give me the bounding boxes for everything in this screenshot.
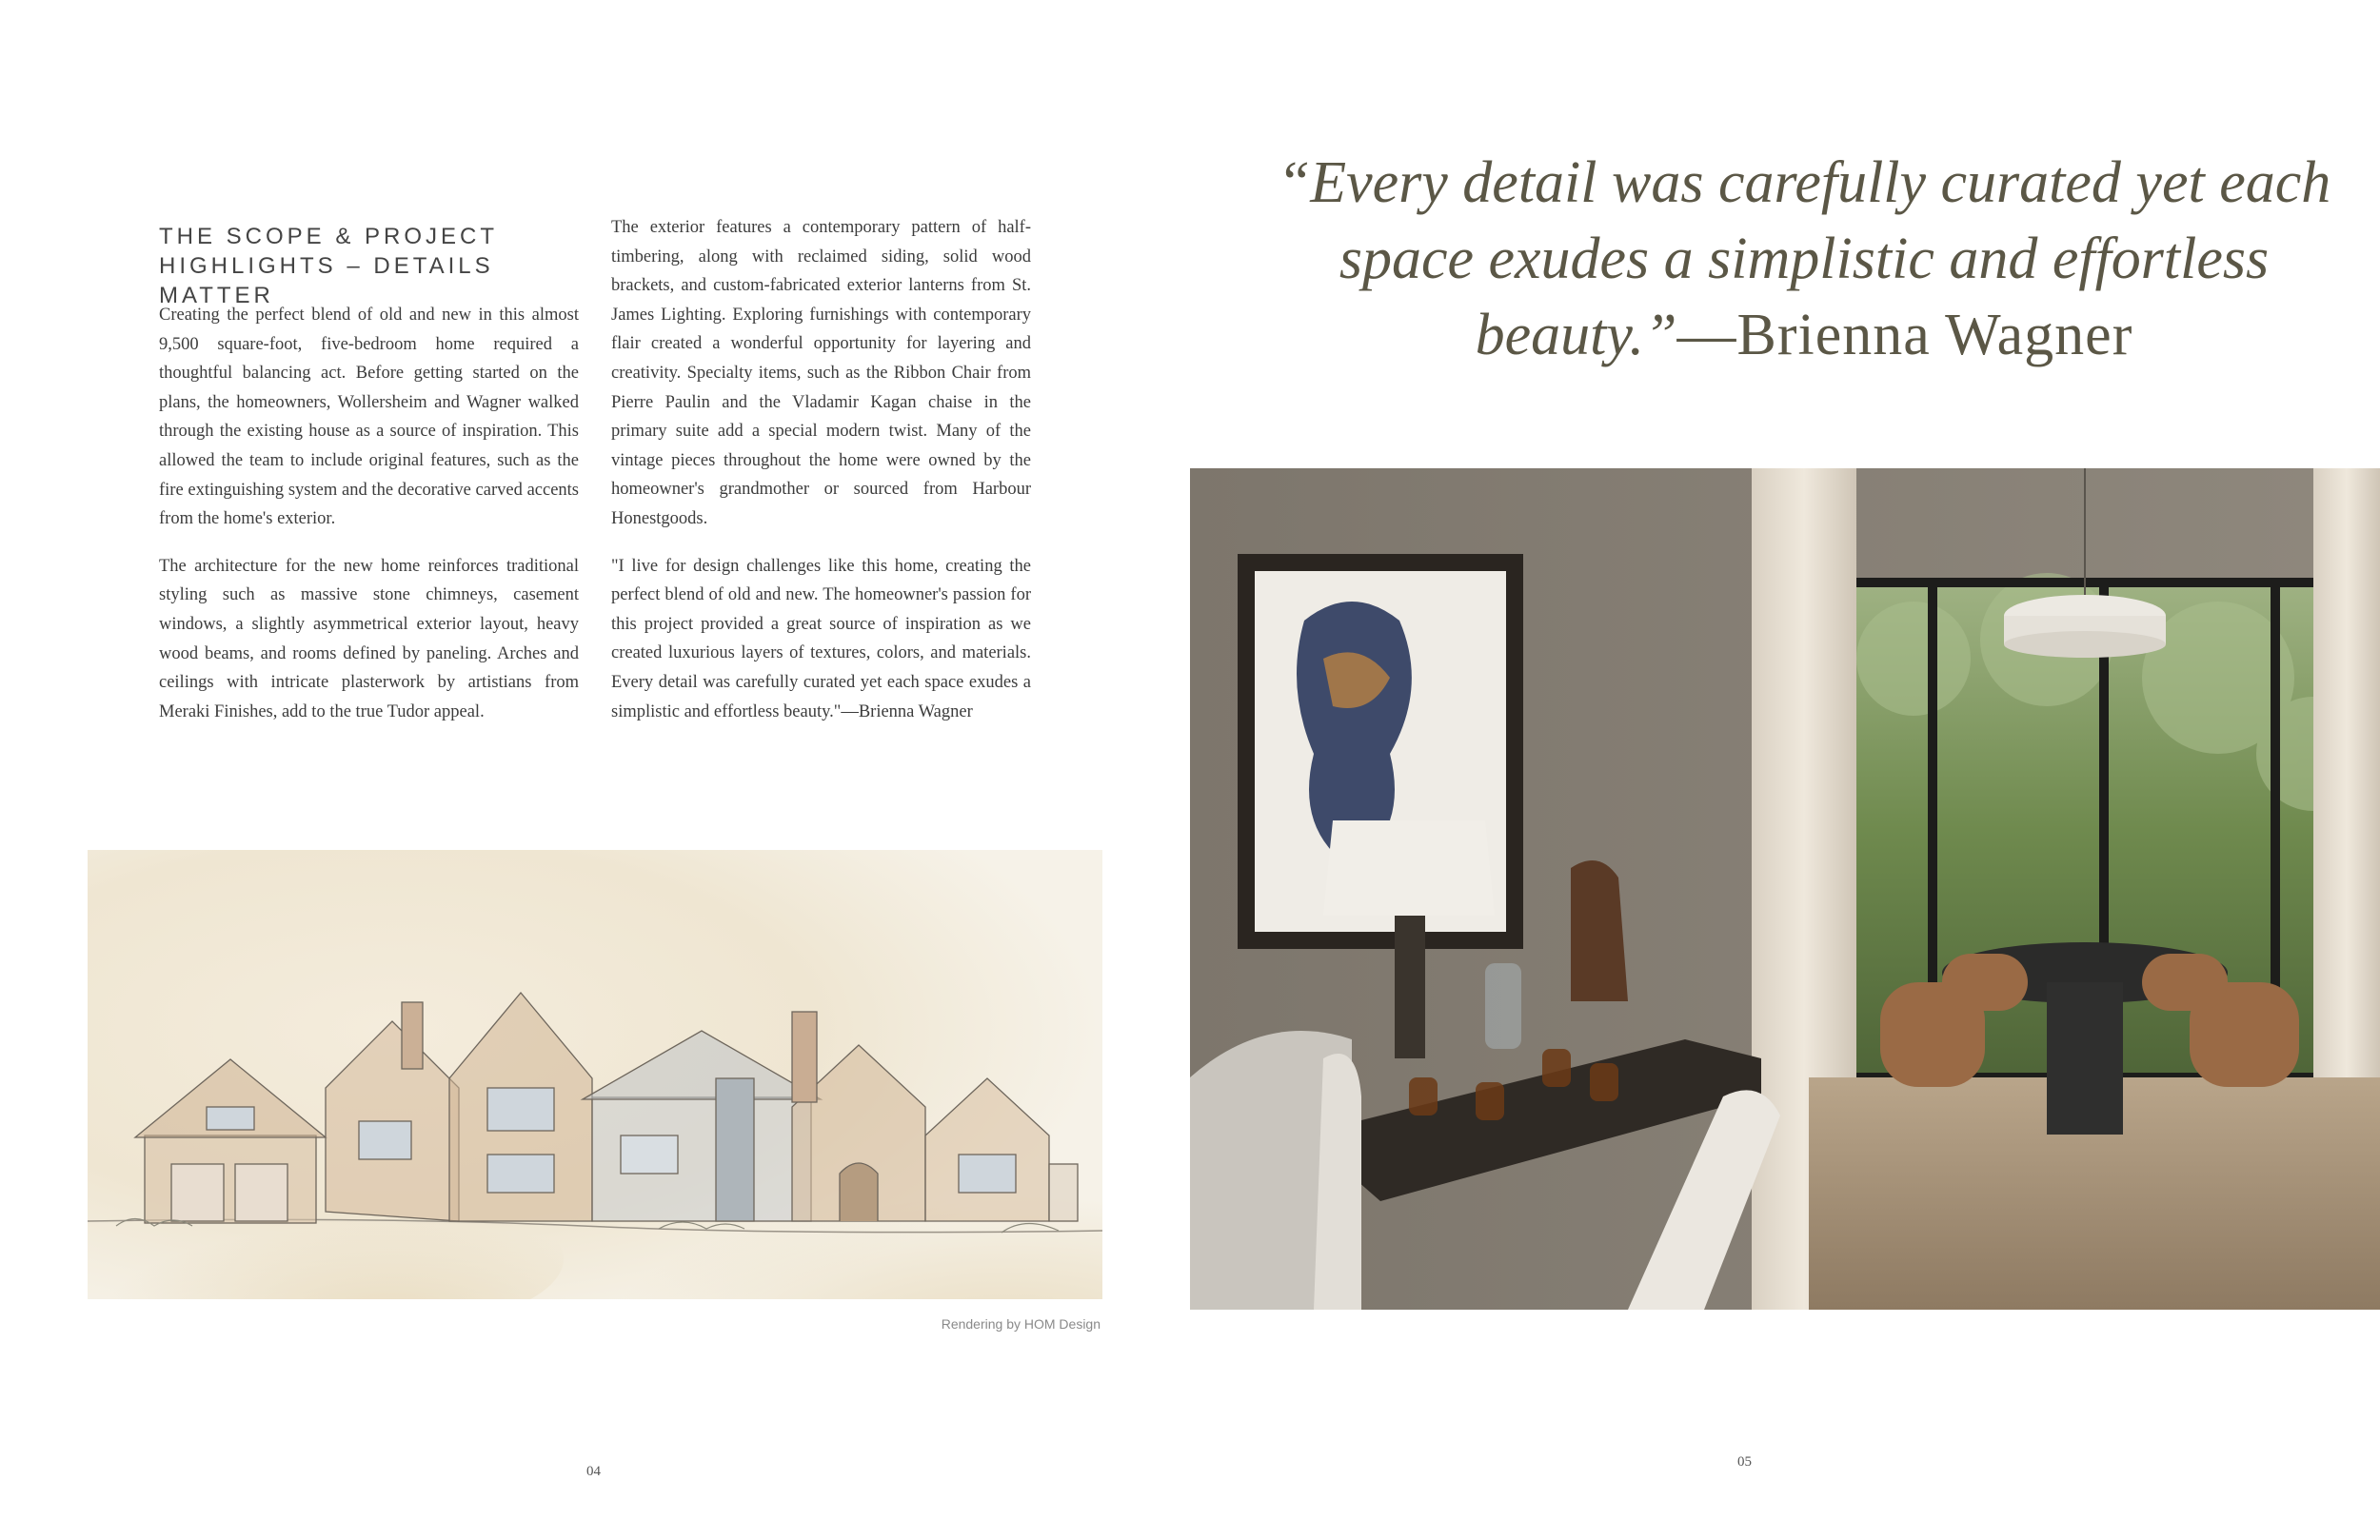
text-column-2 xyxy=(611,213,1031,744)
dining-room-photo xyxy=(1190,468,2380,1310)
paragraph: Creating the perfect blend of old and new in this almost 9,500 square-foot, five-bedroom home required a thoughtful balancing act. Before getting started on the plans, the homeowners, Wollersheim and Wagner walked through the existing house as a source of inspiration. This allowed the team to include original features, such as the fire extinguishing system and the decorative carved accents from the home's exterior. xyxy=(159,306,579,529)
paragraph: The architecture for the new home reinforces traditional styling such as massive stone chimneys, casement windows, a slightly asymmetrical exterior layout, heavy wood beams, and rooms defined by paneling. Arches and ceilings with intricate plasterwork by artistians from Meraki Finishes, add to the true Tudor appeal. xyxy=(159,556,579,721)
pull-quote-text: “Every detail was carefully curated yet each space exudes a simplistic and effortless beauty.” xyxy=(1277,150,2331,367)
pull-quote xyxy=(1257,145,2351,373)
section-heading: THE SCOPE & PROJECT HIGHLIGHTS – DETAILS MATTER xyxy=(159,224,498,308)
house-rendering-image xyxy=(88,850,1102,1299)
page-number-left: 04 xyxy=(586,1464,601,1479)
paragraph: The exterior features a contemporary pattern of half-timbering, along with reclaimed siding, solid wood brackets, and custom-fabricated exterior lanterns from St. James Lighting. Exploring furnishings with contemporary flair created a wonderful opportunity for layering and creativity. Specialty items, such as the Ribbon Chair from Pierre Paulin and the Vladamir Kagan chaise in the primary suite add a special modern twist. Many of the vintage pieces throughout the home were owned by the homeowner's grandmother or sourced from Harbour Honestgoods. xyxy=(611,218,1031,528)
pull-quote-attribution: —Brienna Wagner xyxy=(1676,303,2133,367)
paragraph: "I live for design challenges like this home, creating the perfect blend of old and new. The homeowner's passion for this project provided a great source of inspiration as we created luxurious layers of textures, colors, and materials. Every detail was carefully curated yet each space exudes a simplistic and effortless beauty."—Brienna Wagner xyxy=(611,556,1031,721)
image-caption: Rendering by HOM Design xyxy=(941,1316,1101,1332)
text-column-1 xyxy=(159,301,579,744)
page-number-right: 05 xyxy=(1737,1454,1752,1470)
